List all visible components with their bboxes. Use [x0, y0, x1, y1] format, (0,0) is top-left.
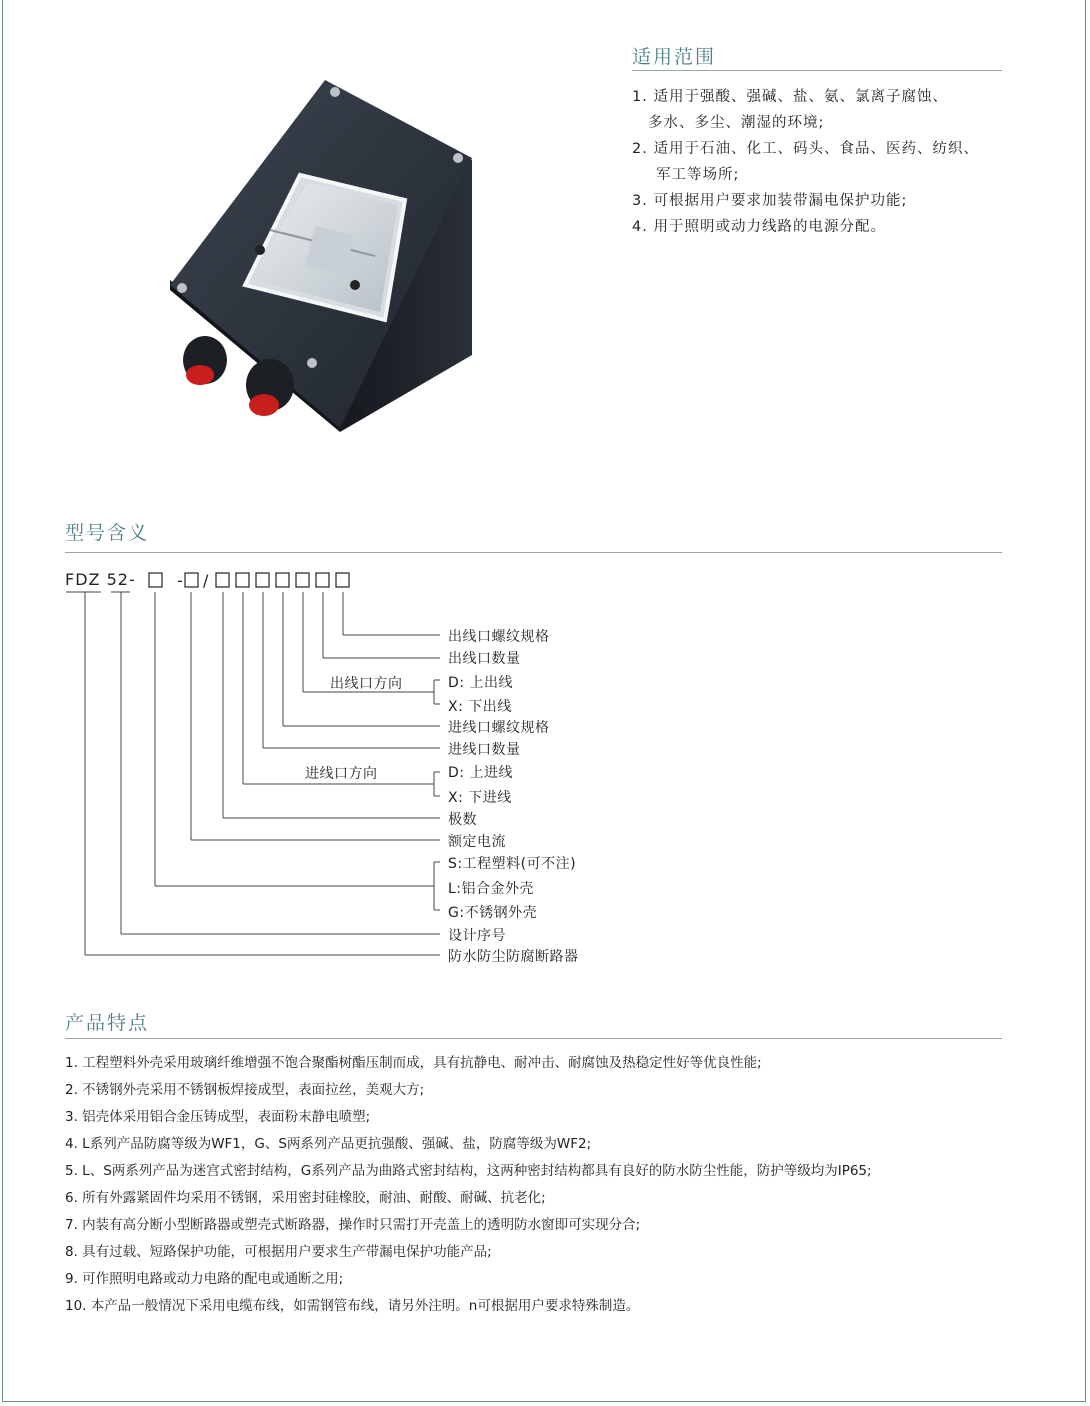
- label-design-no: 设计序号: [448, 928, 506, 944]
- model-code-series: 52-: [106, 570, 136, 589]
- label-in-down: X: 下进线: [448, 790, 512, 806]
- label-out-thread: 出线口螺纹规格: [448, 629, 550, 645]
- feature-item: 5. L、S两系列产品为迷宫式密封结构，G系列产品为曲路式密封结构，这两种密封结构都具有良好的防水防尘性能，防护等级均为IP65;: [65, 1163, 872, 1179]
- label-in-dir: 进线口方向: [305, 766, 378, 782]
- svg-text:/: /: [203, 571, 209, 590]
- features-list: [65, 1050, 1025, 1320]
- label-out-dir: 出线口方向: [330, 676, 403, 692]
- label-mat-s: S:工程塑料(可不注): [448, 856, 577, 872]
- feature-item: 3. 铝壳体采用铝合金压铸成型，表面粉末静电喷塑;: [65, 1109, 371, 1125]
- label-in-count: 进线口数量: [448, 742, 521, 758]
- feature-item: 6. 所有外露紧固件均采用不锈钢，采用密封硅橡胶，耐油、耐酸、耐碱、抗老化;: [65, 1190, 546, 1206]
- label-mat-g: G:不锈钢外壳: [448, 905, 538, 921]
- label-in-up: D: 上进线: [448, 765, 513, 781]
- feature-item: 2. 不锈钢外壳采用不锈钢板焊接成型，表面拉丝，美观大方;: [65, 1082, 425, 1098]
- svg-text:-: -: [177, 571, 183, 590]
- label-rated-current: 额定电流: [448, 834, 506, 850]
- features-title: 产品特点: [65, 1012, 150, 1034]
- model-title: 型号含义: [65, 522, 150, 544]
- label-mat-l: L:铝合金外壳: [448, 881, 535, 897]
- model-code-prefix: FDZ: [65, 570, 101, 589]
- feature-item: 4. L系列产品防腐等级为WF1，G、S两系列产品更抗强酸、强碱、盐，防腐等级为WF2;: [65, 1136, 592, 1152]
- feature-item: 8. 具有过载、短路保护功能，可根据用户要求生产带漏电保护功能产品;: [65, 1244, 492, 1260]
- feature-item: 1. 工程塑料外壳采用玻璃纤维增强不饱合聚酯树酯压制而成，具有抗静电、耐冲击、耐腐蚀及热稳定性好等优良性能;: [65, 1055, 762, 1071]
- scope-item: 2. 适用于石油、化工、码头、食品、医药、纺织、 军工等场所;: [632, 141, 979, 183]
- feature-item: 7. 内装有高分断小型断路器或塑壳式断路器，操作时只需打开壳盖上的透明防水窗即可实现分合;: [65, 1217, 641, 1233]
- label-product-name: 防水防尘防腐断路器: [448, 949, 579, 965]
- features-rule: [65, 1038, 1002, 1039]
- label-out-count: 出线口数量: [448, 651, 521, 667]
- scope-item: 4. 用于照明或动力线路的电源分配。: [632, 219, 886, 235]
- scope-title: 适用范围: [632, 46, 717, 68]
- feature-item: 9. 可作照明电路或动力电路的配电或通断之用;: [65, 1271, 344, 1287]
- label-poles: 极数: [448, 812, 477, 828]
- scope-item: 3. 可根据用户要求加装带漏电保护功能;: [632, 193, 908, 209]
- label-out-down: X: 下出线: [448, 699, 512, 715]
- scope-item: 1. 适用于强酸、强碱、盐、氨、氯离子腐蚀、 多水、多尘、潮湿的环境;: [632, 89, 948, 131]
- label-in-thread: 进线口螺纹规格: [448, 720, 550, 736]
- label-out-up: D: 上出线: [448, 675, 513, 691]
- feature-item: 10. 本产品一般情况下采用电缆布线，如需钢管布线，请另外注明。n可根据用户要求特殊制造。: [65, 1298, 640, 1314]
